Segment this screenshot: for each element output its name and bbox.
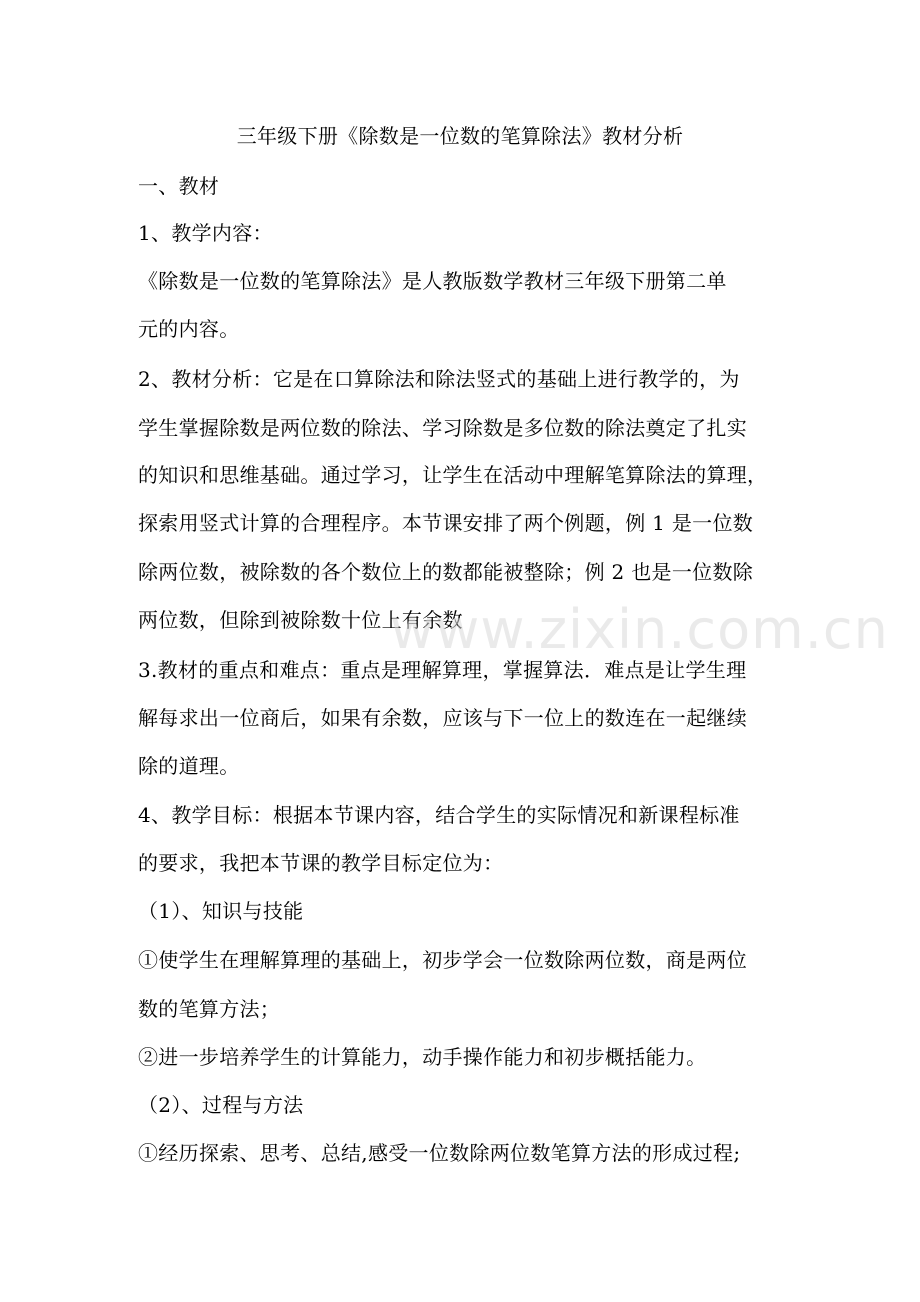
subheading-knowledge-skills: （1）、知识与技能 xyxy=(138,899,304,923)
paragraph-line: 的知识和思维基础。通过学习，让学生在活动中理解笔算除法的算理， xyxy=(138,463,768,487)
paragraph-line: ①使学生在理解算理的基础上，初步学会一位数除两位数，商是两位 xyxy=(138,948,747,972)
paragraph-line: 解每求出一位商后，如果有余数，应该与下一位上的数连在一起继续 xyxy=(138,706,747,730)
paragraph-line: 两位数，但除到被除数十位上有余数 xyxy=(138,608,463,632)
subheading-process-method: （2）、过程与方法 xyxy=(138,1093,304,1117)
paragraph-line: 学生掌握除数是两位数的除法、学习除数是多位数的除法奠定了扎实 xyxy=(138,416,747,440)
paragraph-line: 探索用竖式计算的合理程序。本节课安排了两个例题，例 1 是一位数 xyxy=(138,511,754,535)
document-title: 三年级下册《除数是一位数的笔算除法》教材分析 xyxy=(236,124,684,148)
paragraph-line: 2、教材分析：它是在口算除法和除法竖式的基础上进行教学的，为 xyxy=(138,367,740,391)
paragraph-line: 的要求，我把本节课的教学目标定位为： xyxy=(138,851,504,875)
paragraph-line: ①经历探索、思考、总结,感受一位数除两位数笔算方法的形成过程; xyxy=(138,1141,741,1165)
paragraph-line: ②进一步培养学生的计算能力，动手操作能力和初步概括能力。 xyxy=(138,1045,707,1069)
paragraph-line: 除的道理。 xyxy=(138,754,240,778)
section-heading-textbook: 一、教材 xyxy=(138,174,220,198)
paragraph-line: 4、教学目标：根据本节课内容，结合学生的实际情况和新课程标准 xyxy=(138,803,740,827)
paragraph-line: 3.教材的重点和难点：重点是理解算理，掌握算法．难点是让学生理 xyxy=(138,658,747,682)
paragraph-line: 《除数是一位数的笔算除法》是人教版数学教材三年级下册第二单 xyxy=(138,269,727,293)
paragraph-line: 除两位数，被除数的各个数位上的数都能被整除；例 2 也是一位数除 xyxy=(138,560,754,584)
paragraph-line: 元的内容。 xyxy=(138,317,240,341)
paragraph-line: 数的笔算方法； xyxy=(138,997,281,1021)
watermark: www.zixin.com.cn xyxy=(390,598,889,661)
subheading-teaching-content: 1、教学内容： xyxy=(138,221,273,245)
